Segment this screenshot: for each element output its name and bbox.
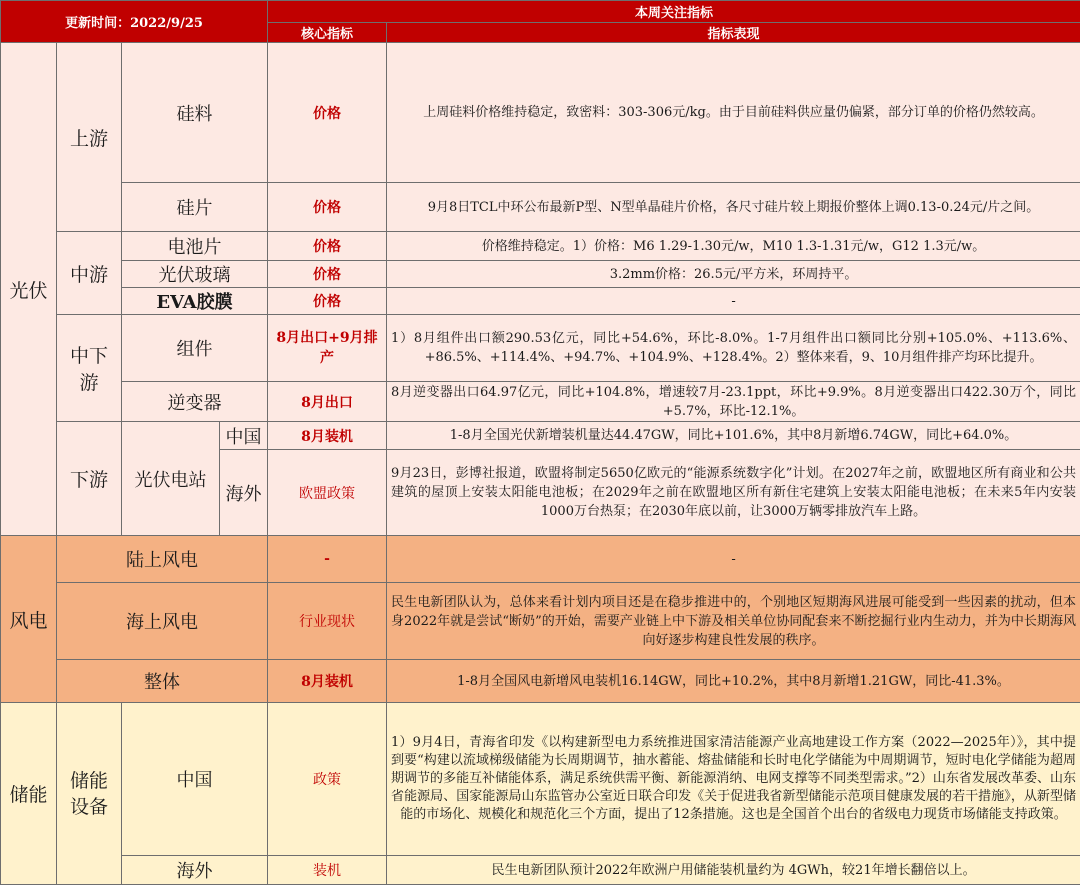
col-header-performance: 指标表现 [387, 23, 1080, 43]
row-pv-overseas-text: 9月23日，彭博社报道，欧盟将制定5650亿欧元的“能源系统数字化”计划。在2027年之前，欧盟地区所有商业和公共建筑的屋顶上安装太阳能电池板；在2029年之前在欧盟地区所有新住宅建筑上安装太阳能电池板；在未来5年内安装1000万台热泵；在2030年底以前，让3000万辆零排放汽车上路。 [387, 450, 1080, 536]
pv-station: 光伏电站 [122, 422, 220, 536]
row-inverter-indicator: 8月出口 [268, 382, 387, 422]
row-onshore-name: 陆上风电 [57, 536, 268, 583]
sector-storage: 储能 [1, 703, 57, 885]
row-silicon-name: 硅料 [122, 43, 268, 183]
row-inverter-text: 8月逆变器出口64.97亿元，同比+104.8%，增速较7月-23.1ppt，环比+9.9%。8月逆变器出口422.30万个，同比+5.7%，环比-12.1%。 [387, 382, 1080, 422]
row-offshore-indicator: 行业现状 [268, 583, 387, 660]
row-pv-china-indicator: 8月装机 [268, 422, 387, 450]
row-wafer-name: 硅片 [122, 183, 268, 232]
row-storage-overseas-indicator: 装机 [268, 856, 387, 885]
row-inverter-name: 逆变器 [122, 382, 268, 422]
storage-equipment: 储能设备 [57, 703, 122, 885]
row-wind-overall-indicator: 8月装机 [268, 660, 387, 703]
update-time: 更新时间：2022/9/25 [1, 1, 268, 43]
row-offshore-text: 民生电新团队认为，总体来看计划内项目还是在稳步推进中的，个别地区短期海风进展可能受到一些因素的扰动，但本身2022年就是尝试“断奶”的开始，需要产业链上中下游及相关单位协同配套来不断挖掘行业内生动力，并为中长期海风向好逐步构建良性发展的秩序。 [387, 583, 1080, 660]
table-title: 本周关注指标 [268, 1, 1080, 23]
pv-midstream: 中游 [57, 232, 122, 315]
row-eva-indicator: 价格 [268, 288, 387, 315]
row-offshore-name: 海上风电 [57, 583, 268, 660]
row-wafer-indicator: 价格 [268, 183, 387, 232]
row-cell-indicator: 价格 [268, 232, 387, 261]
row-pv-china-text: 1-8月全国光伏新增装机量达44.47GW，同比+101.6%，其中8月新增6.74GW，同比+64.0%。 [387, 422, 1080, 450]
row-storage-china-text: 1）9月4日，青海省印发《以构建新型电力系统推进国家清洁能源产业高地建设工作方案（2022—2025年）》，其中提到要“构建以流域梯级储能为长周期调节，抽水蓄能、熔盐储能和长时电化学储能为中周期调节，短时电化学储能为超周期调节的多能互补储能体系，满足系统供需平衡、新能源消纳、电网支撑等不同类型需求。”2）山东省发展改革委、山东省能源局、国家能源局山东监管办公室近日联合印发《关于促进我省新型储能示范项目健康发展的若干措施》，从新型储能的市场化、规模化和规范化三个方面，提出了12条措施。这也是全国首个出台的省级电力现货市场储能支持政策。 [387, 703, 1080, 856]
row-onshore-text: - [387, 536, 1080, 583]
row-wafer-text: 9月8日TCL中环公布最新P型、N型单晶硅片价格，各尺寸硅片较上期报价整体上调0.13-0.24元/片之间。 [387, 183, 1080, 232]
col-header-indicator: 核心指标 [268, 23, 387, 43]
row-glass-name: 光伏玻璃 [122, 261, 268, 288]
row-eva-name: EVA胶膜 [122, 288, 268, 315]
row-onshore-indicator: - [268, 536, 387, 583]
pv-mid-downstream: 中下游 [57, 315, 122, 422]
row-storage-china-name: 中国 [122, 703, 268, 856]
pv-upstream: 上游 [57, 43, 122, 232]
row-silicon-text: 上周硅料价格维持稳定，致密料：303-306元/kg。由于目前硅料供应量仍偏紧，部分订单的价格仍然较高。 [387, 43, 1080, 183]
row-wind-overall-name: 整体 [57, 660, 268, 703]
row-pv-overseas-indicator: 欧盟政策 [268, 450, 387, 536]
sector-pv: 光伏 [1, 43, 57, 536]
row-module-name: 组件 [122, 315, 268, 382]
pv-downstream: 下游 [57, 422, 122, 536]
row-storage-china-indicator: 政策 [268, 703, 387, 856]
row-silicon-indicator: 价格 [268, 43, 387, 183]
row-cell-text: 价格维持稳定。1）价格：M6 1.29-1.30元/w，M10 1.3-1.31元/w，G12 1.3元/w。 [387, 232, 1080, 261]
row-storage-overseas-name: 海外 [122, 856, 268, 885]
row-wind-overall-text: 1-8月全国风电新增风电装机16.14GW，同比+10.2%，其中8月新增1.21GW，同比-41.3%。 [387, 660, 1080, 703]
row-cell-name: 电池片 [122, 232, 268, 261]
row-pv-overseas-name: 海外 [220, 450, 268, 536]
row-storage-overseas-text: 民生电新团队预计2022年欧洲户用储能装机量约为 4GWh，较21年增长翻倍以上。 [387, 856, 1080, 885]
row-module-text: 1）8月组件出口额290.53亿元，同比+54.6%，环比-8.0%。1-7月组件出口额同比分别+105.0%、+113.6%、+86.5%、+114.4%、+94.7%、+104.9%、+128.4%。2）整体来看，9、10月组件排产均环比提升。 [387, 315, 1080, 382]
row-module-indicator: 8月出口+9月排产 [268, 315, 387, 382]
sector-wind: 风电 [1, 536, 57, 703]
row-eva-text: - [387, 288, 1080, 315]
row-glass-indicator: 价格 [268, 261, 387, 288]
row-glass-text: 3.2mm价格：26.5元/平方米，环周持平。 [387, 261, 1080, 288]
row-pv-china-name: 中国 [220, 422, 268, 450]
